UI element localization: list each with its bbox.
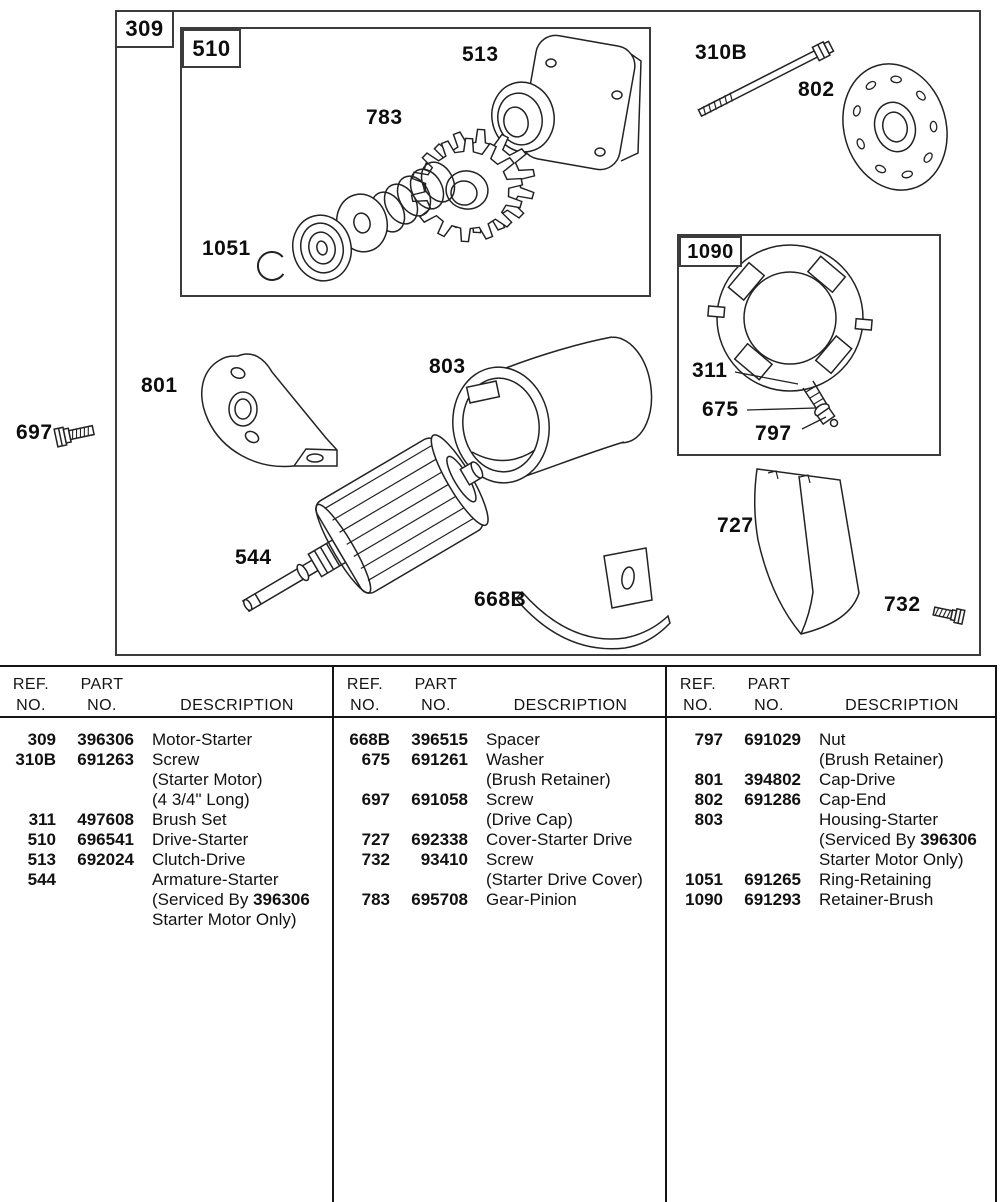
part-no-cell: 396306 <box>77 730 134 749</box>
parts-column-1 <box>0 667 334 1202</box>
callout-732: 732 <box>884 593 921 616</box>
header-part-no: NO. <box>87 696 117 714</box>
parts-list-table <box>0 665 997 1202</box>
cover-screw-drawing <box>933 604 965 624</box>
table-row <box>0 830 332 850</box>
part-no-cell: 696541 <box>77 830 134 849</box>
end-cap-drawing <box>828 51 961 202</box>
part-no-cell: 497608 <box>77 810 134 829</box>
description-cell: Screw (Starter Motor) (4 3/4" Long) <box>152 750 263 809</box>
ref-no-cell: 309 <box>27 730 56 749</box>
table-row <box>667 890 995 910</box>
header-part-no: NO. <box>421 696 451 714</box>
callout-513: 513 <box>462 43 499 66</box>
part-no-cell: 691286 <box>744 790 801 809</box>
table-row <box>0 730 332 750</box>
callout-544: 544 <box>235 546 272 569</box>
column-header <box>0 667 332 718</box>
description-cell: Screw (Starter Drive Cover) <box>486 850 643 889</box>
group-label-309: 309 <box>115 10 174 48</box>
cap-drive-bracket-drawing <box>202 354 337 467</box>
callout-675: 675 <box>702 398 739 421</box>
table-row <box>667 790 995 810</box>
part-no-cell: 692338 <box>411 830 468 849</box>
header-ref-no: NO. <box>16 696 46 714</box>
ref-no-cell: 544 <box>27 870 56 889</box>
callout-801: 801 <box>141 374 178 397</box>
part-no-cell: 93410 <box>420 850 468 869</box>
ref-no-cell: 797 <box>694 730 723 749</box>
cover-starter-drive-drawing <box>755 469 859 634</box>
description-cell: Clutch-Drive <box>152 850 246 869</box>
spacer-drawing <box>516 548 670 649</box>
table-row <box>667 770 995 790</box>
table-row <box>667 870 995 890</box>
description-cell: Nut (Brush Retainer) <box>819 730 944 769</box>
callout-783: 783 <box>366 106 403 129</box>
table-row <box>0 810 332 830</box>
table-row <box>334 730 665 750</box>
part-no-cell: 691265 <box>744 870 801 889</box>
table-row <box>334 830 665 850</box>
ref-no-cell: 801 <box>694 770 723 789</box>
description-cell: Washer (Brush Retainer) <box>486 750 611 789</box>
part-no-cell: 691261 <box>411 750 468 769</box>
description-cell: Spacer <box>486 730 540 749</box>
description-cell: Brush Set <box>152 810 227 829</box>
group-label-510: 510 <box>182 29 241 68</box>
callout-1051: 1051 <box>202 237 251 260</box>
ref-no-cell: 697 <box>361 790 390 809</box>
callout-802: 802 <box>798 78 835 101</box>
part-no-cell: 394802 <box>744 770 801 789</box>
header-part-no: PART <box>747 675 791 693</box>
callout-727: 727 <box>717 514 754 537</box>
table-row <box>0 870 332 930</box>
header-part-no: PART <box>80 675 124 693</box>
ref-no-cell: 1090 <box>685 890 723 909</box>
callout-697: 697 <box>16 421 53 444</box>
ref-no-cell: 510 <box>27 830 56 849</box>
parts-column-2 <box>334 667 667 1202</box>
ref-no-cell: 1051 <box>685 870 723 889</box>
part-no-cell: 691263 <box>77 750 134 769</box>
header-ref-no: REF. <box>12 675 50 693</box>
ref-no-cell: 668B <box>349 730 390 749</box>
description-cell: Housing-Starter (Serviced By 396306 Starter Motor Only) <box>819 810 977 869</box>
column-header <box>334 667 665 718</box>
parts-column-3 <box>667 667 997 1202</box>
header-description: DESCRIPTION <box>180 696 294 714</box>
ref-no-cell: 727 <box>361 830 390 849</box>
description-cell: Cap-End <box>819 790 887 809</box>
table-row <box>0 750 332 810</box>
table-row <box>667 730 995 770</box>
callout-803: 803 <box>429 355 466 378</box>
table-row <box>334 750 665 790</box>
header-part-no: NO. <box>754 696 784 714</box>
description-cell: Retainer-Brush <box>819 890 934 909</box>
parts-rows <box>667 718 995 910</box>
parts-rows <box>334 718 665 910</box>
part-no-cell: 691058 <box>411 790 468 809</box>
callout-311: 311 <box>692 359 728 382</box>
table-row <box>334 890 665 910</box>
description-cell: Motor-Starter <box>152 730 253 749</box>
part-no-cell: 692024 <box>77 850 134 869</box>
ref-no-cell: 802 <box>694 790 723 809</box>
table-row <box>667 810 995 870</box>
callout-310B: 310B <box>695 41 748 64</box>
clutch-drive-drawing <box>485 32 641 172</box>
table-row <box>334 850 665 890</box>
description-cell: Cover-Starter Drive <box>486 830 633 849</box>
group-label-1090: 1090 <box>679 236 742 267</box>
description-cell: Drive-Starter <box>152 830 249 849</box>
parts-rows <box>0 718 332 930</box>
header-part-no: PART <box>414 675 458 693</box>
header-description: DESCRIPTION <box>513 696 628 714</box>
header-description: DESCRIPTION <box>845 696 959 714</box>
header-ref-no: NO. <box>350 696 380 714</box>
part-no-cell: 691029 <box>744 730 801 749</box>
description-cell: Gear-Pinion <box>486 890 577 909</box>
header-ref-no: REF. <box>679 675 717 693</box>
part-no-cell: 396515 <box>411 730 468 749</box>
table-row <box>0 850 332 870</box>
callout-797: 797 <box>755 422 792 445</box>
description-cell: Screw (Drive Cap) <box>486 790 573 829</box>
part-no-cell: 695708 <box>411 890 468 909</box>
ref-no-cell: 803 <box>694 810 723 829</box>
ref-no-cell: 310B <box>15 750 56 769</box>
ref-no-cell: 311 <box>28 810 56 829</box>
description-cell: Cap-Drive <box>819 770 896 789</box>
description-cell: Ring-Retaining <box>819 870 932 889</box>
description-cell: Armature-Starter (Serviced By 396306 Starter Motor Only) <box>152 870 310 929</box>
table-row <box>334 790 665 830</box>
retaining-ring-drawing <box>258 252 283 280</box>
header-ref-no: REF. <box>346 675 384 693</box>
ref-no-cell: 732 <box>361 850 390 869</box>
callout-668B: 668B <box>474 588 527 611</box>
header-ref-no: NO. <box>683 696 713 714</box>
ref-no-cell: 675 <box>361 750 390 769</box>
column-header <box>667 667 995 718</box>
ref-no-cell: 783 <box>361 890 390 909</box>
drive-cap-screw-drawing <box>54 421 95 447</box>
part-no-cell: 691293 <box>744 890 801 909</box>
ref-no-cell: 513 <box>27 850 56 869</box>
